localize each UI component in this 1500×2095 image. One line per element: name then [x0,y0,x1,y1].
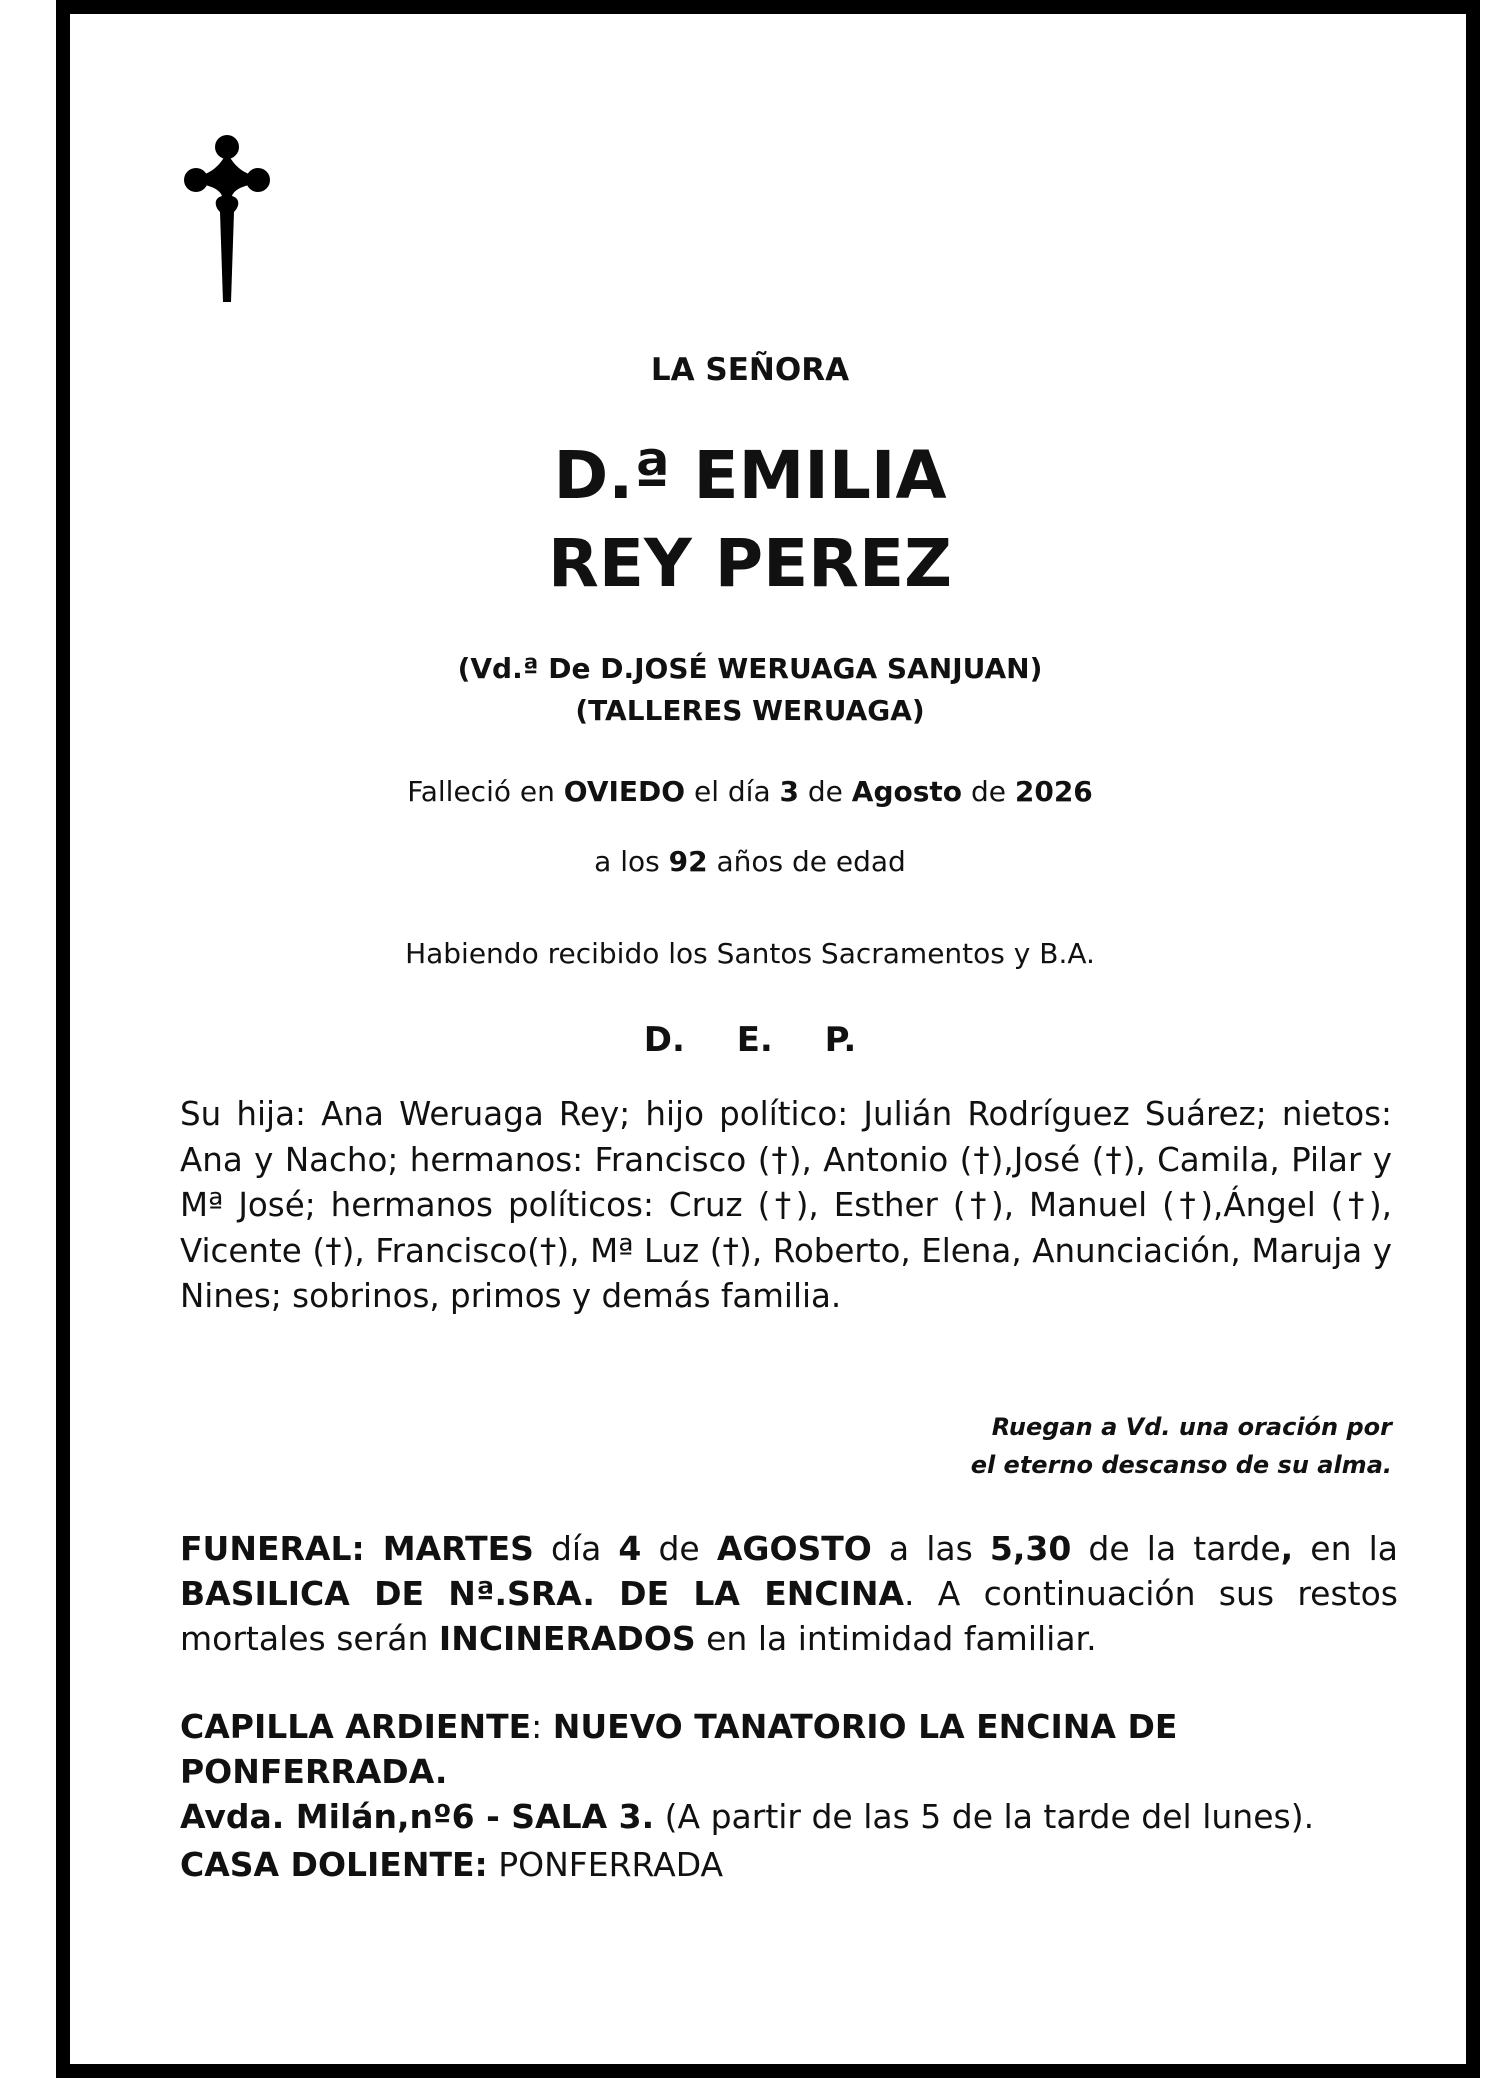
dep-text: D. E. P. [643,1020,857,1060]
chapel-info: CAPILLA ARDIENTE: NUEVO TANATORIO LA ENCINA DE PONFERRADA. Avda. Milán,nº6 - SALA 3. (A partir de las 5 de la tarde del lunes). [180,1707,1315,1836]
widow-info [0,648,1500,732]
funeral-day: 4 [618,1529,642,1568]
funeral-month: AGOSTO [716,1529,872,1568]
death-info: Falleció en OVIEDO el día 3 de Agosto de 2026 [407,775,1093,808]
death-month: Agosto [851,775,963,808]
funeral-church: BASILICA DE Nª.SRA. DE LA ENCINA [180,1574,905,1613]
death-year: 2026 [1014,775,1093,808]
deceased-name [0,432,1500,608]
name-line-2: REY PEREZ [548,525,952,602]
house-info [180,1842,1380,1887]
death-day: 3 [779,775,799,808]
chapel-hours: (A partir de las 5 de la tarde del lunes). [654,1797,1315,1836]
name-line-1: D.ª EMILIA [553,437,947,514]
age-value: 92 [668,845,708,878]
prayer-line-1: Ruegan a Vd. una oración por [991,1413,1392,1441]
family-text: Su hija: Ana Weruaga Rey; hijo político: Julián Rodríguez Suárez; nietos: Ana y Nacho; hermanos: Francisco (†), Antonio (†),José (†), Camila, Pilar y Mª José; hermanos políticos: Cruz (†), Esther (†), Manuel (†),Ángel (†), Vicente (†), Francisco(†), Mª Luz (†), Roberto, Elena, Anunciación, Maruja y Nines; sobrinos, primos y demás familia. [180,1095,1392,1315]
cross-icon [182,132,272,304]
house-label: CASA DOLIENTE: [180,1845,488,1884]
funeral-cremation: INCINERADOS [438,1619,696,1658]
funeral-time: 5,30 [989,1529,1072,1568]
house-value: PONFERRADA [487,1845,724,1884]
business-name: (TALLERES WERUAGA) [575,694,925,727]
chapel-place: NUEVO TANATORIO LA ENCINA DE PONFERRADA. [180,1707,1178,1791]
prayer-line-2: el eterno descanso de su alma. [970,1451,1392,1479]
chapel-label: CAPILLA ARDIENTE [180,1707,532,1746]
chapel-address: Avda. Milán,nº6 - SALA 3. [180,1797,655,1836]
age-info: a los 92 años de edad [594,845,906,878]
title-label: LA SEÑORA [650,352,850,388]
prayer-text [780,1408,1392,1484]
widow-of: (Vd.ª De D.JOSÉ WERUAGA SANJUAN) [457,652,1043,685]
sacraments-text: Habiendo recibido los Santos Sacramentos y B.A. [405,937,1095,970]
funeral-info: FUNERAL: MARTES día 4 de AGOSTO a las 5,30 de la tarde, en la BASILICA DE Nª.SRA. DE LA ENCINA. A continuación sus restos mortales serán INCINERADOS en la intimidad familiar. [180,1529,1398,1658]
death-city: OVIEDO [563,775,686,808]
funeral-label: FUNERAL: MARTES [180,1529,534,1568]
